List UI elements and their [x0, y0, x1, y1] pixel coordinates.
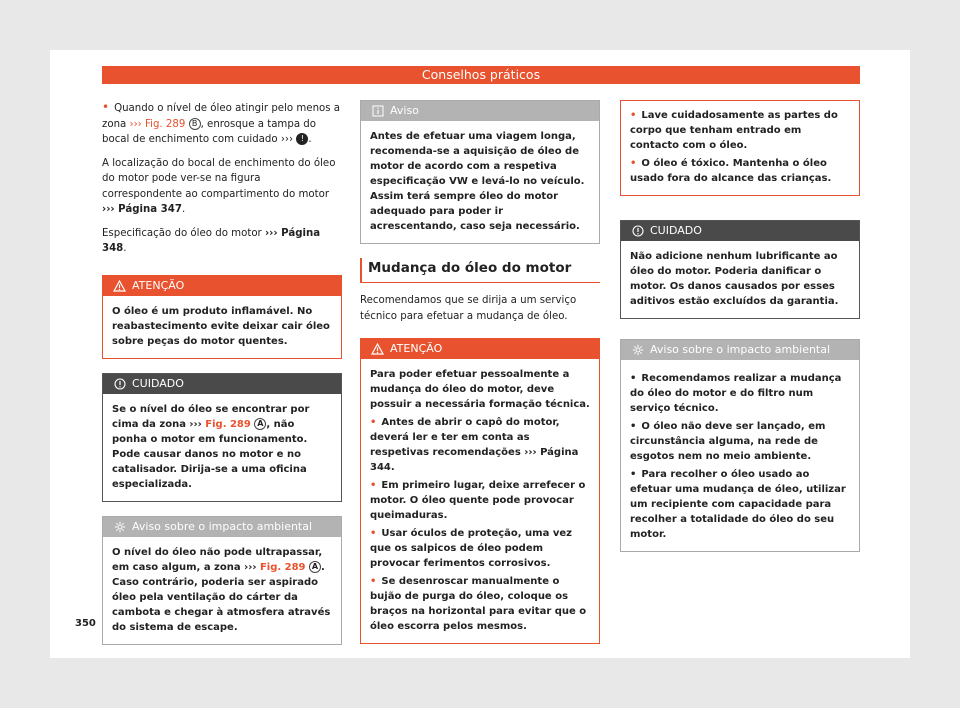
leaf-icon: [631, 344, 644, 357]
list-item: • Em primeiro lugar, deixe arrefecer o motor. O óleo quente pode provocar queimaduras.: [370, 478, 590, 523]
caution-text: Não adicione nenhum lubrificante ao óleo do motor. Poderia danificar o motor. Os danos causados por esses aditivos estão excluídos da garantia.: [630, 251, 839, 307]
list-item: • Antes de abrir o capô do motor, deverá ler e ter em conta as respetivas recomendações ››› Página 344.: [370, 415, 590, 475]
environment-list: [630, 371, 850, 542]
list-item: • O óleo não deve ser lançado, em circunstância alguma, na rede de esgotos nem no meio ambiente.: [630, 419, 850, 464]
letter-a-marker: A: [309, 561, 321, 573]
page-header: Conselhos práticos: [102, 66, 860, 84]
caution-circle-icon: [631, 225, 644, 238]
environment-text: O nível do óleo não pode ultrapassar, em caso algum, a zona ››› Fig. 289 A . Caso contrário, poderia ser aspirado óleo pela ventilação do cárter da cambota e chegar à atmosfera através do sistema de escape.: [112, 546, 331, 633]
note-title: Aviso: [390, 104, 419, 117]
figure-link[interactable]: Fig. 289: [205, 418, 251, 430]
environment-title: Aviso sobre o impacto ambiental: [650, 343, 831, 356]
section-title: Mudança do óleo do motor: [360, 258, 600, 283]
warning-text: Para poder efetuar pessoalmente a mudança do óleo do motor, deve possuir a necessária formação técnica.: [370, 369, 590, 410]
paragraph-location: A localização do bocal de enchimento do óleo do motor pode ver-se na figura correspondente ao compartimento do motor ››› Página 347.: [102, 157, 336, 215]
warning-title: ATENÇÃO: [390, 342, 443, 355]
caution-text: Se o nível do óleo se encontrar por cima da zona ››› Fig. 289 A , não ponha o motor em funcionamento. Pode causar danos no motor e no catalisador. Dirija-se a uma oficina especializada.: [112, 403, 310, 490]
caution-box: [620, 220, 860, 319]
warning-list: [370, 415, 590, 634]
caution-title: CUIDADO: [132, 376, 184, 390]
environment-title: Aviso sobre o impacto ambiental: [132, 519, 313, 533]
manual-page: [50, 50, 910, 658]
warning-title: ATENÇÃO: [132, 278, 185, 292]
environment-box: [102, 516, 342, 645]
warning-triangle-icon: [371, 343, 384, 356]
warning-list: [630, 108, 850, 186]
section-intro: Recomendamos que se dirija a um serviço técnico para efetuar a mudança de óleo.: [360, 295, 577, 322]
warning-triangle-icon: [113, 279, 126, 292]
letter-b-marker: B: [189, 118, 201, 130]
warning-text: O óleo é um produto inflamável. No reabastecimento evite deixar cair óleo sobre peças do motor quentes.: [112, 305, 330, 347]
page-link[interactable]: ››› Página 347: [102, 204, 182, 215]
warning-box: [102, 275, 342, 359]
list-item: • Se desenroscar manualmente o bujão de purga do óleo, coloque os braços na horizontal para evitar que o óleo escorra pelos mesmos.: [370, 574, 590, 634]
warning-ref-icon: !: [296, 133, 308, 145]
list-item: • Lave cuidadosamente as partes do corpo que tenham entrado em contacto com o óleo.: [630, 108, 850, 153]
caution-circle-icon: [113, 377, 126, 390]
warning-box: [360, 338, 600, 644]
page-link[interactable]: ››› Página 348: [102, 227, 321, 254]
page-number: 350: [75, 618, 96, 629]
caution-title: CUIDADO: [650, 224, 702, 237]
letter-a-marker: A: [254, 418, 266, 430]
warning-box-continued: [620, 100, 860, 196]
list-item: • O óleo é tóxico. Mantenha o óleo usado fora do alcance das crianças.: [630, 156, 850, 186]
column-1: [102, 100, 342, 659]
list-item: • Para recolher o óleo usado ao efetuar uma mudança de óleo, utilizar um recipiente com capacidade para recolher a totalidade do óleo do seu motor.: [630, 467, 850, 542]
list-item: • Recomendamos realizar a mudança do óleo do motor e do filtro num serviço técnico.: [630, 371, 850, 416]
figure-link[interactable]: ››› Fig. 289: [129, 118, 186, 130]
figure-link[interactable]: Fig. 289: [259, 561, 306, 573]
column-3: [620, 100, 860, 566]
list-item: • Usar óculos de proteção, uma vez que os salpicos de óleo podem provocar ferimentos corrosivos.: [370, 526, 590, 571]
environment-box: [620, 339, 860, 552]
note-box: [360, 100, 600, 244]
note-text: Antes de efetuar uma viagem longa, recomenda-se a aquisição de óleo de motor de acordo com a respetiva especificação VW e levá-lo no veículo. Assim terá sempre óleo do motor adequado para poder ir acrescentando, caso seja necessário.: [370, 131, 585, 232]
info-icon: [371, 105, 384, 118]
leaf-icon: [113, 520, 126, 533]
caution-box: [102, 373, 342, 502]
paragraph-fill-instruction: • Quando o nível de óleo atingir pelo menos a zona ››› Fig. 289 B , enrosque a tampa do bocal de enchimento com cuidado ››› ! .: [102, 100, 342, 148]
paragraph-specification: Especificação do óleo do motor ››› Página 348.: [102, 227, 321, 254]
column-2: [360, 100, 600, 658]
